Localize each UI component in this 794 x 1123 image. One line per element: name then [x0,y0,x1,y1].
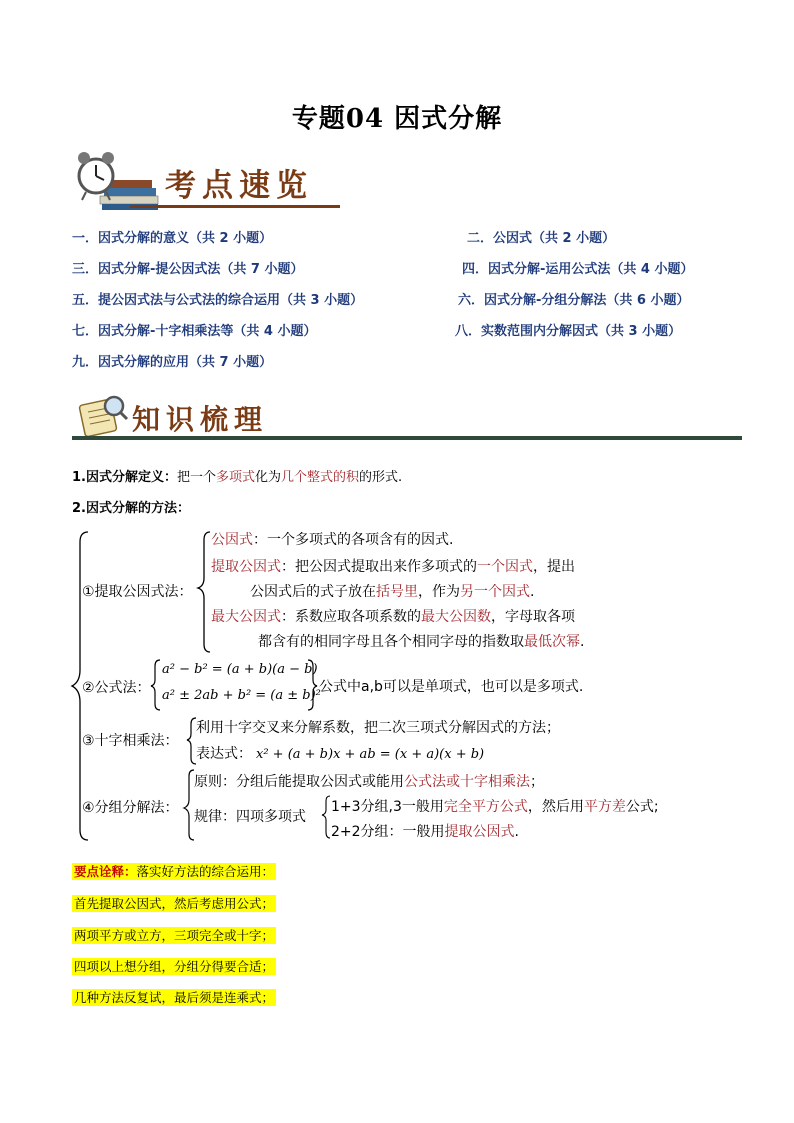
tip-line-1: 要点诠释：落实好方法的综合运用： [74,864,275,879]
m2-brace [151,660,160,710]
notebook-magnifier-icon [74,392,130,438]
definition-line: 1.因式分解定义：把一个多项式化为几个整式的积的形式. [72,470,403,485]
toc-item[interactable]: 六．因式分解-分组分解法（共 6 小题） [458,293,690,308]
toc-item[interactable]: 九．因式分解的应用（共 7 小题） [72,355,273,370]
page-title: 专题04 因式分解 [291,104,503,134]
m1-line-b2: 公因式后的式子放在括号里，作为另一个因式. [250,584,535,600]
toc-item[interactable]: 四．因式分解-运用公式法（共 4 小题） [462,262,694,277]
banner-kaodian-underline [130,205,340,208]
m3-label: ③十字相乘法： [82,733,179,749]
tip-line-2: 首先提取公因式，然后考虑用公式； [74,896,275,911]
toc-item[interactable]: 五．提公因式法与公式法的综合运用（共 3 小题） [72,293,364,308]
banner-zhishi [70,392,742,442]
banner-zhishi-rule [72,436,742,440]
m4-rule-2: 2+2分组：一般用提取公因式. [331,824,519,840]
m1-line-c: 最大公因式：系数应取各项系数的最大公因数，字母取各项 [211,609,575,625]
m3-line-2: 表达式： x² + (a + b)x + ab = (x + a)(x + b) [196,746,485,762]
banner-kaodian [70,148,345,216]
m1-line-a: 公因式：一个多项式的各项含有的因式. [211,532,454,548]
tip-line-3: 两项平方或立方，三项完全或十字； [74,928,275,943]
rule-brace [322,796,330,838]
m2-formula-1: a² − b² = (a + b)(a − b) [162,662,318,677]
m2-label: ②公式法： [82,680,151,696]
toc-item[interactable]: 八．实数范围内分解因式（共 3 小题） [455,324,682,339]
m1-label: ①提取公因式法： [82,584,193,600]
toc-item[interactable]: 一．因式分解的意义（共 2 小题） [72,231,273,246]
m3-line-1: 利用十字交叉来分解系数，把二次三项式分解因式的方法； [196,720,560,736]
m4-principle: 原则：分组后能提取公因式或能用公式法或十字相乘法； [194,774,544,790]
m1-line-b: 提取公因式：把公因式提取出来作多项式的一个因式，提出 [211,559,575,575]
toc-item[interactable]: 二．公因式（共 2 小题） [467,231,616,246]
m3-brace [187,718,196,764]
toc-item[interactable]: 三．因式分解-提公因式法（共 7 小题） [72,262,304,277]
tip-line-5: 几种方法反复试，最后须是连乘式； [74,990,275,1005]
toc-item[interactable]: 七．因式分解-十字相乘法等（共 4 小题） [72,324,317,339]
m1-brace [198,532,210,652]
m1-line-c2: 都含有的相同字母且各个相同字母的指数取最低次幂. [258,634,585,650]
methods-label: 2.因式分解的方法： [72,501,190,516]
m4-brace [184,770,194,840]
m4-rule-1: 1+3分组,3一般用完全平方公式，然后用平方差公式; [331,799,659,815]
tip-line-4: 四项以上想分组，分组分得要合适； [74,959,275,974]
m2-formula-2: a² ± 2ab + b² = (a ± b)² [162,688,321,703]
banner-kaodian-title: 考点速览 [165,168,313,204]
m4-label: ④分组分解法： [82,800,179,816]
banner-zhishi-title: 知识梳理 [132,403,269,436]
m2-note: 公式中a,b可以是单项式，也可以是多项式. [319,679,584,695]
m4-rule-label: 规律：四项多项式 [194,809,306,825]
